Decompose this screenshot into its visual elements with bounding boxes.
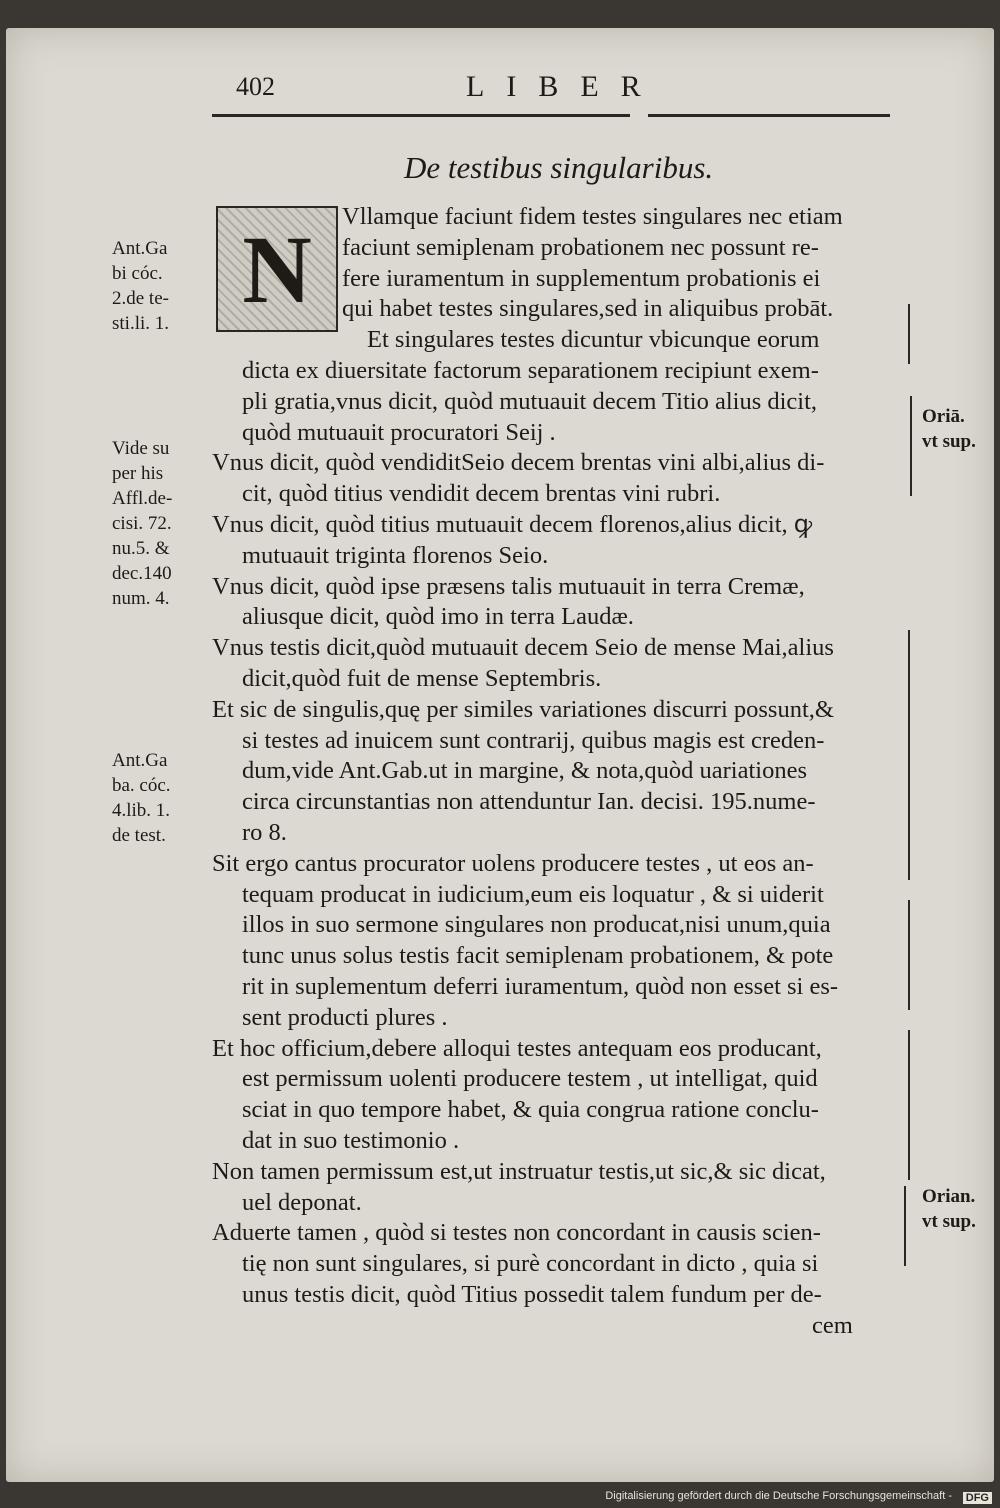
- text-line: dicit,quòd fuit de mense Septembris.: [242, 664, 602, 692]
- text-line: tunc unus solus testis facit semiplenam probationem, & pote: [242, 942, 834, 970]
- text-line: Vnus dicit, quòd titius mutuauit decem florenos,alius dicit, ꝙ: [212, 510, 813, 538]
- margin-note-left: Vide su per his Affl.de- cisi. 72. nu.5. & dec.140 num. 4.: [112, 438, 173, 609]
- text-line: Sit ergo cantus procurator uolens producere testes , ut eos an-: [212, 849, 814, 877]
- text-line: rit in suplementum deferri iuramentum, quòd non esset si es-: [242, 972, 839, 1000]
- header-rule: [648, 114, 890, 117]
- body-text: [212, 202, 902, 1341]
- text-line: Vnus dicit, quòd ipse præsens talis mutuauit in terra Cremæ,: [212, 572, 805, 600]
- text-line: Et singulares testes dicuntur vbicunque eorum: [367, 326, 820, 354]
- text-line: tequam producat in iudicium,eum eis loquatur , & si uiderit: [242, 880, 824, 908]
- text-line: Aduerte tamen , quòd si testes non concordant in causis scien-: [212, 1219, 821, 1247]
- text-line: tię non sunt singulares, si purè concordant in dicto , quia si: [242, 1250, 819, 1278]
- text-line: ro 8.: [242, 818, 287, 846]
- margin-bracket: [908, 304, 910, 364]
- page-number: 402: [236, 72, 275, 101]
- text-line: pli gratia,vnus dicit, quòd mutuauit decem Titio alius dicit,: [242, 387, 818, 415]
- decorated-initial: N: [216, 206, 338, 332]
- dfg-logo: DFG: [963, 1492, 992, 1504]
- text-line: sent producti plures .: [242, 1003, 448, 1031]
- margin-note-right: Oriā. vt sup.: [922, 406, 976, 452]
- text-line: fere iuramentum in supplementum probationis ei: [342, 264, 821, 292]
- text-line: cit, quòd titius vendidit decem brentas vini rubri.: [242, 480, 721, 508]
- text-line: Et hoc officium,debere alloqui testes antequam eos producant,: [212, 1034, 822, 1062]
- digitization-credit: Digitalisierung gefördert durch die Deutsche Forschungsgemeinschaft -: [605, 1490, 952, 1502]
- margin-note-left: Ant.Ga bi cóc. 2.de te- sti.li. 1.: [112, 238, 170, 334]
- running-head: LIBER: [466, 70, 663, 103]
- text-line: Vnus dicit, quòd vendiditSeio decem brentas vini albi,alius di-: [212, 449, 825, 477]
- text-line: dum,vide Ant.Gab.ut in margine, & nota,quòd uariationes: [242, 757, 807, 785]
- text-line: dat in suo testimonio .: [242, 1126, 460, 1154]
- text-line: illos in suo sermone singulares non producat,nisi unum,quia: [242, 911, 831, 939]
- text-line: quòd mutuauit procuratori Seij .: [242, 418, 556, 446]
- text-line: Vnus testis dicit,quòd mutuauit decem Seio de mense Mai,alius: [212, 634, 834, 662]
- header-rule: [212, 114, 630, 117]
- margin-bracket: [908, 630, 910, 880]
- text-line: si testes ad inuicem sunt contrarij, quibus magis est creden-: [242, 726, 825, 754]
- text-line: circa circunstantias non attenduntur Ian. decisi. 195.nume-: [242, 788, 816, 816]
- text-line: Non tamen permissum est,ut instruatur testis,ut sic,& sic dicat,: [212, 1157, 826, 1185]
- text-line: faciunt semiplenam probationem nec possunt re-: [342, 233, 819, 261]
- margin-note-right: Orian. vt sup.: [922, 1186, 976, 1232]
- text-line: est permissum uolenti producere testem , ut intelligat, quid: [242, 1065, 818, 1093]
- text-line: Et sic de singulis,quę per similes variationes discurri possunt,&: [212, 695, 834, 723]
- margin-bracket: [908, 900, 910, 1010]
- text-line: Vllamque faciunt fidem testes singulares nec etiam: [342, 203, 843, 230]
- text-line: mutuauit triginta florenos Seio.: [242, 541, 549, 569]
- margin-bracket: [904, 1186, 906, 1266]
- margin-bracket: [910, 396, 912, 496]
- catchword: cem: [812, 1311, 853, 1339]
- text-line: aliusque dicit, quòd imo in terra Laudæ.: [242, 603, 634, 631]
- margin-bracket: [908, 1030, 910, 1180]
- margin-note-left: Ant.Ga ba. cóc. 4.lib. 1. de test.: [112, 750, 171, 846]
- text-line: sciat in quo tempore habet, & quia congrua ratione conclu-: [242, 1096, 819, 1124]
- text-line: dicta ex diuersitate factorum separationem recipiunt exem-: [242, 356, 819, 384]
- text-line: unus testis dicit, quòd Titius possedit talem fundum per de-: [242, 1280, 822, 1308]
- text-line: qui habet testes singulares,sed in aliquibus probāt.: [342, 295, 834, 323]
- section-title: De testibus singularibus.: [404, 150, 714, 185]
- text-line: uel deponat.: [242, 1188, 362, 1216]
